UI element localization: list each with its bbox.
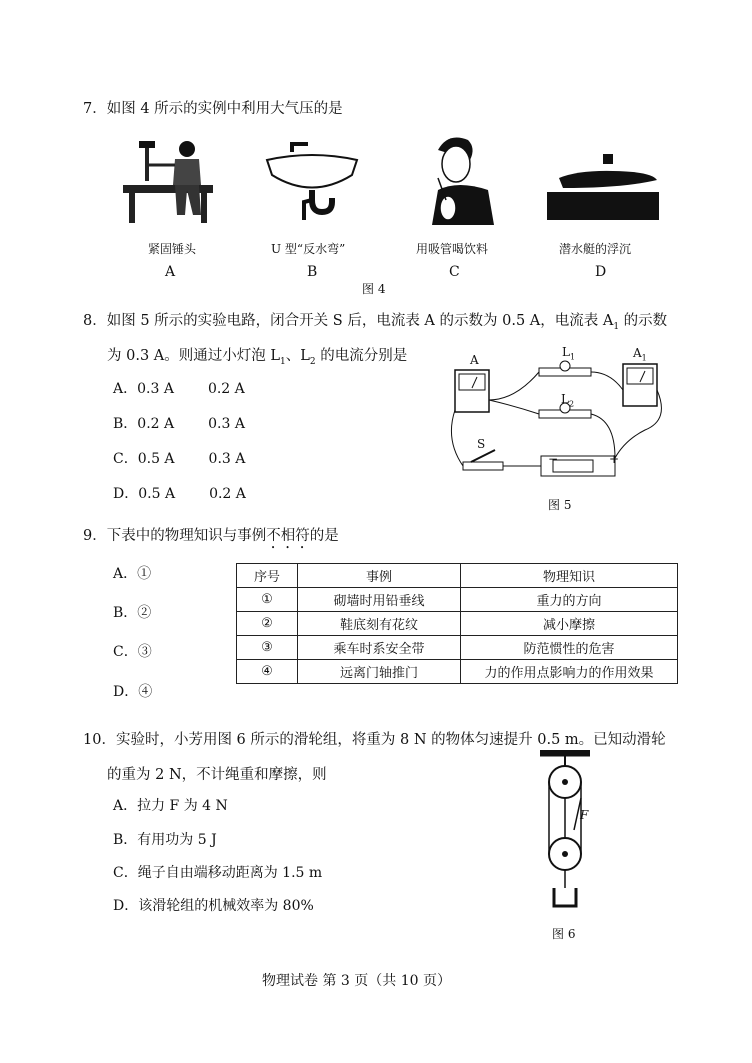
table-cell: 远离门轴推门 — [298, 660, 461, 684]
table-cell: ④ — [237, 660, 298, 684]
figure-6-pulley — [530, 748, 610, 918]
table-header: 事例 — [298, 564, 461, 588]
table-row — [237, 588, 678, 612]
q7-option-d[interactable]: D — [595, 264, 607, 280]
q10-stem-line1: 10．实验时，小芳用图 6 所示的滑轮组，将重为 8 N 的物体匀速提升 0.5 m。已知动滑轮 — [83, 732, 666, 748]
q8-option-b[interactable]: B．0.2 A 0.3 A — [113, 416, 245, 432]
table-header-row — [237, 564, 678, 588]
q8-option-c[interactable]: C．0.5 A 0.3 A — [113, 451, 246, 467]
figure-hammer-image — [115, 135, 225, 230]
table-cell: 砌墙时用铅垂线 — [298, 588, 461, 612]
q9-option-c[interactable]: C．③ — [113, 644, 152, 660]
q10-option-a[interactable]: A．拉力 F 为 4 N — [113, 798, 228, 814]
q8-stem-line2: 为 0.3 A。则通过小灯泡 $L_1$、$L_2$ 的电流分别是 — [107, 348, 408, 367]
q7-caption-d: 潜水艇的浮沉 — [559, 242, 632, 256]
table-row — [237, 612, 678, 636]
figure-5-circuit — [445, 350, 670, 490]
table-row — [237, 636, 678, 660]
q10-option-c[interactable]: C．绳子自由端移动距离为 1.5 m — [113, 865, 323, 881]
figure-submarine-image — [543, 148, 663, 223]
figure-4-caption: 图 4 — [362, 282, 386, 296]
q7-caption-b: U 型“反水弯” — [271, 242, 346, 256]
table-cell: 乘车时系安全带 — [298, 636, 461, 660]
q10-stem-line2: 的重为 2 N，不计绳重和摩擦，则 — [107, 767, 327, 783]
q9-option-b[interactable]: B．② — [113, 605, 152, 621]
battery-minus-label: − — [548, 452, 559, 466]
lamp-l2-label: $L_2$ — [561, 392, 575, 409]
q8-option-d[interactable]: D．0.5 A 0.2 A — [113, 486, 246, 502]
table-cell: 减小摩擦 — [461, 612, 678, 636]
page-footer: 物理试卷 第 3 页（共 10 页） — [262, 973, 451, 989]
force-f-label: F — [580, 808, 589, 822]
table-cell: ② — [237, 612, 298, 636]
q10-option-b[interactable]: B．有用功为 5 J — [113, 832, 217, 848]
figure-5-caption: 图 5 — [548, 498, 572, 512]
switch-s-label: S — [477, 437, 486, 451]
table-header: 物理知识 — [461, 564, 678, 588]
table-cell: 重力的方向 — [461, 588, 678, 612]
figure-sink-image — [262, 140, 362, 225]
q8-option-a[interactable]: A．0.3 A 0.2 A — [113, 381, 245, 397]
ammeter-a1-label: $A_1$ — [633, 346, 647, 363]
table-cell: ① — [237, 588, 298, 612]
q7-option-b[interactable]: B — [307, 264, 318, 280]
q9-stem: 9．下表中的物理知识与事例不相符的是 — [83, 528, 339, 544]
battery-plus-label: + — [609, 452, 620, 466]
q9-option-a[interactable]: A．① — [113, 566, 152, 582]
q7-caption-a: 紧固锤头 — [148, 242, 197, 256]
figure-6-caption: 图 6 — [552, 927, 576, 941]
figure-straw-image — [408, 130, 498, 225]
q8-stem-line1: 8．如图 5 所示的实验电路，闭合开关 S 后，电流表 A 的示数为 0.5 A，电流表 $A_1$ 的示数 — [83, 313, 668, 332]
lamp-l1-label: $L_1$ — [562, 345, 576, 362]
table-header: 序号 — [237, 564, 298, 588]
table-cell: 鞋底刻有花纹 — [298, 612, 461, 636]
ammeter-a-label: A — [470, 353, 479, 367]
q7-option-a[interactable]: A — [165, 264, 176, 280]
q7-stem: 7．如图 4 所示的实例中利用大气压的是 — [83, 101, 343, 117]
q10-option-d[interactable]: D．该滑轮组的机械效率为 80% — [113, 898, 314, 914]
q9-option-d[interactable]: D．④ — [113, 684, 153, 700]
table-cell: 力的作用点影响力的作用效果 — [461, 660, 678, 684]
table-row — [237, 660, 678, 684]
q7-caption-c: 用吸管喝饮料 — [416, 242, 489, 256]
table-cell: 防范惯性的危害 — [461, 636, 678, 660]
q9-stem-emphasis: 不相符 — [266, 528, 310, 544]
q9-table — [236, 563, 678, 684]
table-cell: ③ — [237, 636, 298, 660]
q7-option-c[interactable]: C — [449, 264, 460, 280]
